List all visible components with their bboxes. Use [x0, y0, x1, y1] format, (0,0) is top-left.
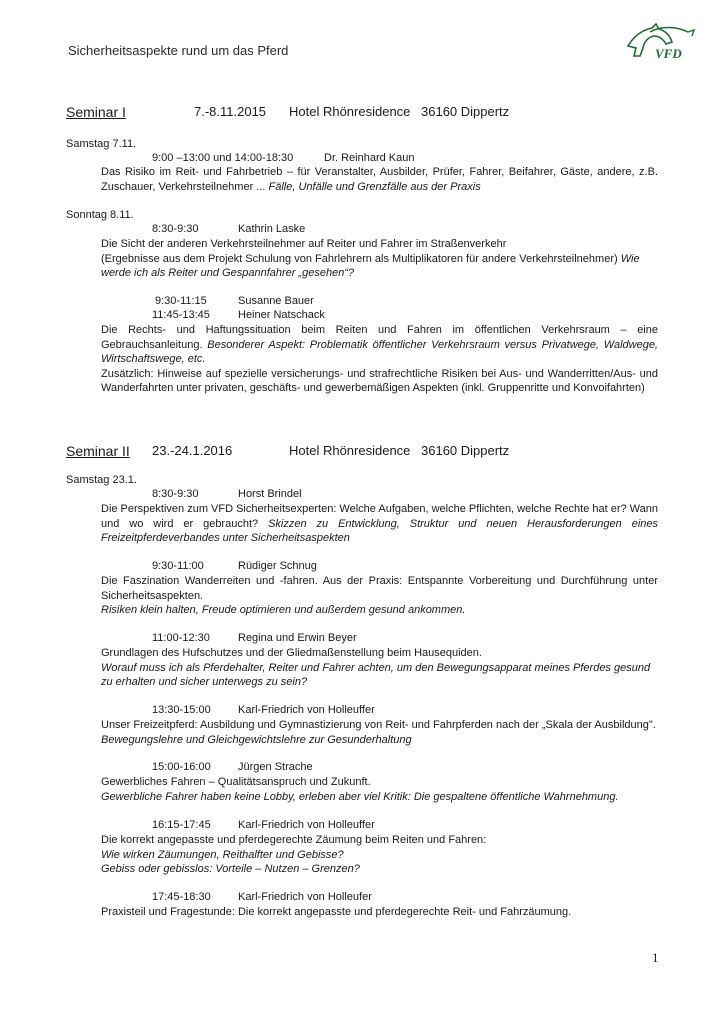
session-text: Die Sicht der anderen Verkehrsteilnehmer auf Reiter und Fahrer im Straßenverkehr [101, 238, 507, 250]
session-text: (Ergebnisse aus dem Projekt Schulung von Fahrlehrern als Multiplikatoren für andere Verkehrsteilnehmer) [101, 252, 618, 265]
seminar2-label: Seminar II [66, 443, 130, 459]
logo-text: VFD [655, 46, 682, 61]
slot-time: 11:45-13:45 [152, 309, 210, 321]
seminar2-venue: Hotel Rhönresidence [289, 443, 411, 458]
slot-time: 8:30-9:30 [152, 223, 199, 235]
session-description [101, 574, 658, 618]
day-label: Sonntag 8.11. [66, 209, 134, 221]
session-italic: Besonderer Aspekt: Problematik öffentlicher Verkehrsraum versus Privatwege, Waldwege, Wirtschaftswege, etc. [101, 338, 658, 365]
session-text: Praxisteil und Fragestunde: Die korrekt angepasste und pferdegerechte Reit- und Fahrzäumung. [101, 906, 572, 918]
session-text: Gewerbliches Fahren – Qualitätsanspruch und Zukunft. [101, 776, 371, 788]
slot-time: 16:15-17:45 [152, 819, 211, 831]
session-text: Die Rechts- und Haftungssituation beim Reiten und Fahren im öffentlichen Verkehrsraum – eine Gebrauchsanleitung. [101, 324, 658, 351]
slot-time: 8:30-9:30 [152, 488, 199, 500]
slot-speaker: Susanne Bauer [238, 295, 314, 307]
seminar1-venue: Hotel Rhönresidence [289, 104, 411, 119]
slot-speaker: Karl-Friedrich von Holleuffer [238, 704, 375, 716]
slot-speaker: Karl-Friedrich von Holleufer [238, 891, 372, 903]
slot-speaker: Jürgen Strache [238, 761, 313, 773]
session-text: Die Faszination Wanderreiten und -fahren. Aus der Praxis: Entspannte Vorbereitung und Durchführung unter Sicherheitsaspekten. [101, 575, 658, 602]
slot-speaker: Heiner Natschack [238, 309, 325, 321]
day-label: Samstag 7.11. [66, 138, 137, 150]
session-description [101, 775, 658, 804]
session-text: Grundlagen des Hufschutzes und der Gliedmaßenstellung beim Hausequiden. [101, 647, 482, 659]
session-text: Das Risiko im Reit- und Fahrbetrieb – für Veranstalter, Ausbilder, Prüfer, Fahrer, Beifahrer, Gäste, andere, z.B. Zuschauer, Verkehrsteilnehmer ... [101, 166, 658, 193]
slot-speaker: Dr. Reinhard Kaun [324, 152, 415, 164]
session-description [101, 646, 658, 690]
session-description [101, 237, 658, 281]
session-description [101, 502, 658, 546]
slot-time: 9:00 –13:00 und 14:00-18:30 [152, 152, 294, 164]
session-description [101, 718, 658, 747]
session-text: Die Perspektiven zum VFD Sicherheitsexperten: Welche Aufgaben, welche Pflichten, welche Rechte hat er? Wann und wo wird er gebraucht? [101, 503, 659, 530]
session-italic: Bewegungslehre und Gleichgewichtslehre zur Gesunderhaltung [101, 733, 412, 746]
slot-time: 13:30-15:00 [152, 704, 211, 716]
session-description [101, 833, 658, 877]
session-text: Unser Freizeitpferd: Ausbildung und Gymnastizierung von Reit- und Fahrpferden nach der „Skala der Ausbildung". [101, 719, 656, 731]
session-italic: Wie werde ich als Reiter und Gespannfahrer „gesehen“? [101, 252, 640, 279]
seminar1-dates: 7.-8.11.2015 [194, 104, 267, 119]
day-label: Samstag 23.1. [66, 474, 137, 486]
session-italic: Fälle, Unfälle und Grenzfälle aus der Praxis [268, 180, 481, 193]
session-italic: Wie wirken Zäumungen, Reithalfter und Gebisse? [101, 848, 344, 861]
slot-speaker: Kathrin Laske [238, 223, 306, 235]
session-italic: Skizzen zu Entwicklung, Struktur und neuen Herausforderungen eines Freizeitpferdeverbandes unter Sicherheitsaspekten [101, 517, 659, 544]
session-description [101, 323, 658, 396]
slot-time: 9:30-11:15 [155, 295, 207, 307]
seminar1-label: Seminar I [66, 104, 126, 120]
slot-time: 11:00-12:30 [152, 632, 210, 644]
session-italic: Gewerbliche Fahrer haben keine Lobby, erleben aber viel Kritik: Die gespaltene öffentliche Wahrnehmung. [101, 790, 619, 803]
session-description [101, 165, 658, 194]
page-header-title: Sicherheitsaspekte rund um das Pferd [68, 43, 289, 58]
session-italic: Gebiss oder gebisslos: Vorteile – Nutzen – Grenzen? [101, 863, 360, 875]
seminar2-dates: 23.-24.1.2016 [152, 443, 233, 458]
slot-speaker: Rüdiger Schnug [238, 560, 317, 572]
session-italic: Risiken klein halten, Freude optimieren und außerdem gesund ankommen. [101, 604, 466, 616]
slot-time: 9:30-11:00 [152, 560, 204, 572]
slot-speaker: Karl-Friedrich von Holleuffer [238, 819, 375, 831]
slot-speaker: Horst Brindel [238, 488, 302, 500]
slot-time: 15:00-16:00 [152, 761, 211, 773]
slot-time: 17:45-18:30 [152, 891, 211, 903]
session-description [101, 905, 658, 920]
session-italic: Worauf muss ich als Pferdehalter, Reiter und Fahrer achten, um den Bewegungsapparat meines Pferdes gesund zu erhalten und sicher unterwegs zu sein? [101, 661, 651, 688]
seminar1-location: 36160 Dippertz [421, 104, 510, 119]
slot-speaker: Regina und Erwin Beyer [238, 632, 357, 644]
session-text: Zusätzlich: Hinweise auf spezielle versicherungs- und strafrechtliche Risiken bei Aus- und Wanderritten/Aus- und Wanderfahrten unter privaten, geschäfts- und gewerbemäßigen Aspekten (inkl. Gruppenritte und Konvoifahrten) [101, 367, 658, 394]
page-number: 1 [652, 950, 659, 965]
session-text: Die korrekt angepasste und pferdegerechte Zäumung beim Reiten und Fahren: [101, 834, 487, 846]
seminar2-location: 36160 Dippertz [421, 443, 510, 458]
